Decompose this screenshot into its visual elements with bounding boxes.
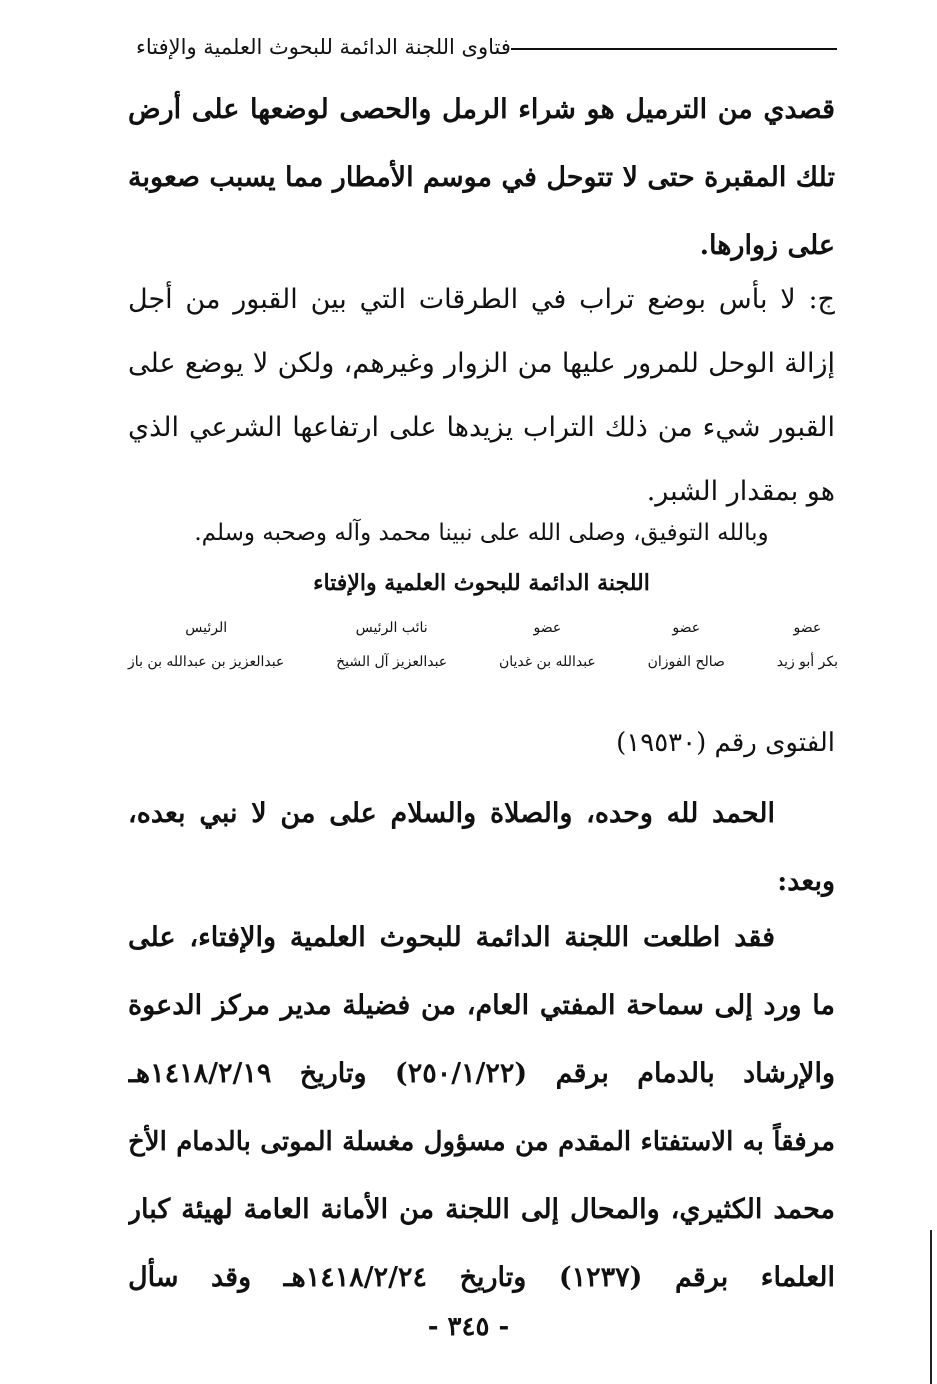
text-line: القبور شيء من ذلك التراب يزيدها على ارتفاعها الشرعي الذي (128, 412, 835, 443)
committee-name: اللجنة الدائمة للبحوث العلمية والإفتاء (313, 570, 650, 596)
signatory (777, 614, 838, 676)
fatwa-number: الفتوى رقم (١٩٥٣٠) (616, 728, 835, 758)
text-line: هو بمقدار الشبر. (646, 476, 835, 507)
header-title: فتاوى اللجنة الدائمة للبحوث العلمية والإفتاء (136, 35, 511, 59)
text-line: الحمد لله وحده، والصلاة والسلام على من لا نبي بعده، (128, 798, 775, 829)
running-header (128, 30, 837, 64)
text-line: محمد الكثيري، والمحال إلى اللجنة من الأمانة العامة لهيئة كبار (128, 1194, 835, 1225)
answer-paragraph (128, 268, 835, 524)
signatory-name: عبدالعزيز آل الشيخ (336, 654, 448, 670)
signatory-name: بكر أبو زيد (776, 654, 838, 670)
signatory-role: الرئيس (185, 620, 228, 636)
closing-line: وبالله التوفيق، وصلى الله على نبينا محمد وآله وصحبه وسلم. (194, 520, 769, 546)
signatory (648, 614, 725, 676)
text-line: مرفقاً به الاستفتاء المقدم من مسؤول مغسلة الموتى بالدمام الأخ (128, 1127, 835, 1157)
scan-edge-line (930, 1230, 932, 1384)
text-line: ما ورد إلى سماحة المفتي العام، من فضيلة مدير مركز الدعوة (128, 990, 835, 1021)
signatory-role: عضو (793, 620, 822, 636)
opening-paragraph (128, 780, 835, 916)
text-line: على زوارها. (699, 230, 835, 261)
text-line: إزالة الوحل للمرور عليها من الزوار وغيرهم، ولكن لا يوضع على (128, 348, 835, 379)
signatory (128, 614, 284, 676)
header-rule (511, 48, 837, 50)
text-line: العلماء برقم (١٢٣٧) وتاريخ ١٤١٨/٢/٢٤هـ وقد سأل (128, 1262, 835, 1293)
signatories (128, 614, 838, 676)
text-line: وبعد: (777, 866, 835, 897)
signatory-role: نائب الرئيس (355, 620, 428, 636)
signatory (336, 614, 447, 676)
question-tail-paragraph (128, 76, 835, 280)
text-line: تلك المقبرة حتى لا تتوحل في موسم الأمطار مما يسبب صعوبة (128, 162, 835, 193)
signatory-role: عضو (672, 620, 701, 636)
text-line: والإرشاد بالدمام برقم (٢٥٠/١/٢٢) وتاريخ ١٤١٨/٢/١٩هـ (128, 1058, 835, 1089)
signatory-name: عبدالله بن غديان (498, 654, 596, 670)
page-number: - ٣٤٥ - (427, 1312, 510, 1342)
body-paragraph (128, 904, 835, 1312)
signatory-role: عضو (533, 620, 562, 636)
text-line: ج: لا بأس بوضع تراب في الطرقات التي بين القبور من أجل (128, 284, 835, 315)
signatory-name: عبدالعزيز بن عبدالله بن باز (128, 654, 285, 670)
signatory (499, 614, 596, 676)
signatory-name: صالح الفوزان (647, 654, 725, 670)
text-line: قصدي من الترميل هو شراء الرمل والحصى لوضعها على أرض (128, 94, 835, 125)
text-line: فقد اطلعت اللجنة الدائمة للبحوث العلمية والإفتاء، على (128, 922, 775, 953)
